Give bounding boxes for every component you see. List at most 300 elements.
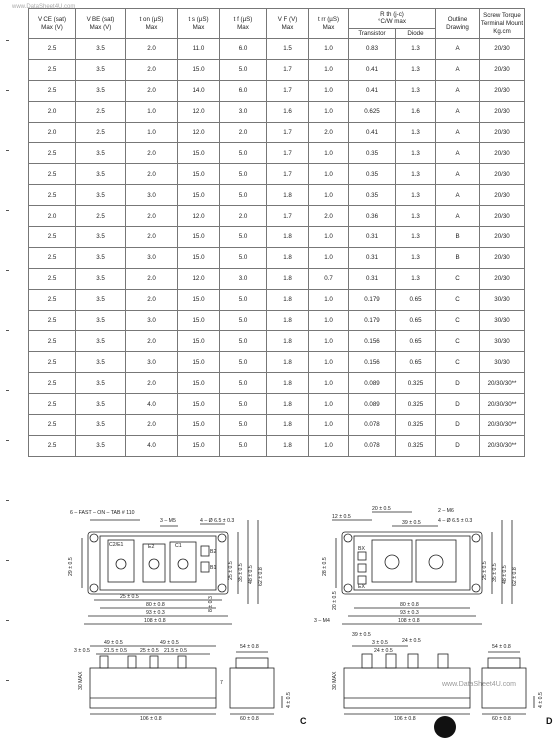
table-cell: 1.0 [309, 331, 349, 352]
table-cell: 2.5 [29, 39, 76, 60]
table-cell: 20/30/30** [480, 373, 525, 394]
table-row [29, 143, 525, 164]
table-cell: 3.5 [76, 373, 126, 394]
specification-table [28, 8, 525, 457]
table-cell: 5.0 [220, 352, 267, 373]
dim-c-49b: 49 ± 0.5 [160, 640, 179, 646]
table-cell: 2.0 [29, 206, 76, 227]
table-cell: 0.7 [309, 268, 349, 289]
table-cell: 3.5 [76, 310, 126, 331]
table-cell: 0.325 [396, 373, 436, 394]
table-cell: 3.5 [76, 39, 126, 60]
table-cell: 20/30 [480, 39, 525, 60]
table-cell: 15.0 [178, 289, 220, 310]
dim-d-60: 60 ± 0.8 [492, 716, 511, 722]
dim-d-28: 28 ± 0.5 [322, 557, 328, 576]
table-cell: 1.3 [396, 206, 436, 227]
table-row [29, 373, 525, 394]
label-m5-screw: 3 – M5 [160, 518, 176, 524]
table-row [29, 435, 525, 456]
table-cell: 15.0 [178, 185, 220, 206]
outline-drawing-c [60, 500, 310, 730]
table-cell: 1.0 [126, 101, 178, 122]
table-cell: 2.5 [29, 185, 76, 206]
table-cell: 1.0 [309, 394, 349, 415]
dim-d-80: 80 ± 0.8 [400, 602, 419, 608]
table-cell: 1.3 [396, 122, 436, 143]
table-cell: 1.8 [267, 415, 309, 436]
table-cell: 0.089 [349, 373, 396, 394]
table-cell: 3.0 [126, 185, 178, 206]
table-cell: 1.0 [309, 39, 349, 60]
table-cell: 2.0 [126, 143, 178, 164]
dim-d-20b: 20 ± 0.5 [332, 591, 338, 610]
table-cell: 2.5 [29, 373, 76, 394]
table-row [29, 247, 525, 268]
label-fast-on-tab: 6 – FAST – ON – TAB # 110 [70, 510, 135, 516]
table-row [29, 268, 525, 289]
table-cell: 3.0 [220, 101, 267, 122]
table-cell: 0.31 [349, 227, 396, 248]
table-cell: 1.3 [396, 143, 436, 164]
table-cell: 0.31 [349, 268, 396, 289]
bullet-mark [434, 716, 456, 738]
table-row [29, 122, 525, 143]
table-cell: 5.0 [220, 247, 267, 268]
table-cell: 15.0 [178, 331, 220, 352]
table-cell: 2.0 [309, 122, 349, 143]
table-cell: C [436, 289, 480, 310]
table-cell: 15.0 [178, 143, 220, 164]
table-cell: 15.0 [178, 373, 220, 394]
table-cell: 15.0 [178, 352, 220, 373]
table-row [29, 185, 525, 206]
table-cell: 6.0 [220, 80, 267, 101]
table-cell: 15.0 [178, 247, 220, 268]
table-cell: 0.35 [349, 185, 396, 206]
dim-c-93: 93 ± 0.3 [146, 610, 165, 616]
table-cell: 30/30 [480, 289, 525, 310]
table-cell: 0.41 [349, 59, 396, 80]
outline-letter-c: C [300, 716, 307, 726]
table-cell: 20/30 [480, 247, 525, 268]
table-cell: 1.0 [309, 185, 349, 206]
table-cell: 20/30 [480, 268, 525, 289]
table-cell: 2.5 [29, 415, 76, 436]
col-outline: Outline Drawing [436, 9, 480, 39]
table-cell: 4.0 [126, 435, 178, 456]
table-cell: 2.5 [29, 268, 76, 289]
dim-c-4: 4 ± 0.5 [286, 692, 292, 708]
table-cell: 1.3 [396, 164, 436, 185]
dim-c-35: 35 ± 0.5 [238, 563, 244, 582]
dim-d-106: 106 ± 0.8 [394, 716, 416, 722]
table-cell: A [436, 164, 480, 185]
watermark-top: www.DataSheet4U.com [12, 4, 76, 10]
label-m6-screw: 2 – M6 [438, 508, 454, 514]
table-cell: 15.0 [178, 435, 220, 456]
terminal-ex: EX [358, 584, 365, 590]
table-row [29, 39, 525, 60]
table-cell: C [436, 268, 480, 289]
table-cell: 2.5 [29, 59, 76, 80]
col-screw: Screw Torque Terminal Mount Kg.cm [480, 9, 525, 39]
table-cell: 5.0 [220, 435, 267, 456]
table-cell: 0.65 [396, 310, 436, 331]
col-vbe: V BE (sat) Max (V) [76, 9, 126, 39]
table-cell: 1.0 [309, 80, 349, 101]
outline-letter-d: D [546, 716, 553, 726]
table-cell: 3.0 [126, 352, 178, 373]
table-row [29, 415, 525, 436]
table-cell: 1.0 [309, 143, 349, 164]
table-cell: 1.7 [267, 164, 309, 185]
table-cell: 5.0 [220, 164, 267, 185]
table-cell: 1.7 [267, 59, 309, 80]
table-cell: 0.65 [396, 352, 436, 373]
table-cell: 3.5 [76, 143, 126, 164]
table-cell: 0.31 [349, 247, 396, 268]
table-cell: 2.5 [29, 227, 76, 248]
table-row [29, 59, 525, 80]
table-cell: 20/30/30** [480, 435, 525, 456]
table-cell: 0.83 [349, 39, 396, 60]
table-cell: 5.0 [220, 394, 267, 415]
table-cell: 2.5 [29, 310, 76, 331]
table-cell: 2.0 [29, 101, 76, 122]
table-cell: 20/30 [480, 227, 525, 248]
table-cell: 1.8 [267, 394, 309, 415]
table-cell: 1.6 [396, 101, 436, 122]
dim-c-7: 7 [220, 680, 223, 686]
table-cell: 1.7 [267, 206, 309, 227]
table-cell: 0.089 [349, 394, 396, 415]
outline-drawing-d [312, 500, 556, 730]
table-cell: 5.0 [220, 227, 267, 248]
table-cell: 2.0 [126, 227, 178, 248]
table-cell: 3.5 [76, 164, 126, 185]
table-cell: 1.0 [309, 373, 349, 394]
table-row [29, 164, 525, 185]
terminal-b1: B1 [210, 565, 217, 571]
dim-d-54: 54 ± 0.8 [492, 644, 511, 650]
table-cell: 3.5 [76, 415, 126, 436]
table-cell: 0.156 [349, 352, 396, 373]
table-cell: 30/30 [480, 331, 525, 352]
table-cell: 3.5 [76, 247, 126, 268]
dim-d-24: 24 ± 0.5 [402, 638, 421, 644]
dim-d-3: 3 ± 0.5 [372, 640, 388, 646]
table-cell: 3.5 [76, 59, 126, 80]
col-rth: R th (j-c) °C/W max Transistor Diode [349, 9, 436, 39]
table-row [29, 289, 525, 310]
table-cell: 3.5 [76, 268, 126, 289]
table-cell: 5.0 [220, 331, 267, 352]
table-cell: A [436, 39, 480, 60]
table-cell: 1.6 [267, 101, 309, 122]
table-cell: D [436, 415, 480, 436]
table-cell: 30/30 [480, 352, 525, 373]
table-cell: 1.0 [309, 59, 349, 80]
table-cell: 1.7 [267, 143, 309, 164]
table-cell: 12.0 [178, 122, 220, 143]
table-cell: 1.0 [309, 310, 349, 331]
table-cell: 5.0 [220, 310, 267, 331]
dim-c-108: 108 ± 0.8 [144, 618, 166, 624]
table-cell: A [436, 185, 480, 206]
dim-c-60: 60 ± 0.8 [240, 716, 259, 722]
table-cell: 15.0 [178, 227, 220, 248]
table-cell: 3.5 [76, 394, 126, 415]
dim-d-30max: 30 MAX [332, 671, 338, 690]
table-cell: 15.0 [178, 415, 220, 436]
table-cell: 12.0 [178, 101, 220, 122]
table-cell: A [436, 122, 480, 143]
table-cell: 2.5 [76, 206, 126, 227]
dim-c-80: 80 ± 0.8 [146, 602, 165, 608]
table-cell: 1.7 [267, 80, 309, 101]
table-cell: 1.7 [267, 122, 309, 143]
table-cell: 3.0 [126, 310, 178, 331]
dim-d-35: 35 ± 0.5 [492, 563, 498, 582]
dim-c-62: 62 ± 0.8 [258, 567, 264, 586]
table-cell: 0.41 [349, 122, 396, 143]
table-cell: 0.65 [396, 331, 436, 352]
table-cell: 20/30 [480, 164, 525, 185]
table-cell: 3.0 [126, 247, 178, 268]
table-cell: 20/30 [480, 101, 525, 122]
table-cell: 2.0 [126, 80, 178, 101]
table-cell: 2.0 [126, 373, 178, 394]
table-cell: 3.5 [76, 331, 126, 352]
dim-c-8: 8 ± 0.3 [208, 596, 214, 612]
table-cell: 1.8 [267, 247, 309, 268]
col-tf: t f (µS) Max [220, 9, 267, 39]
dim-c-48: 48 ± 0.5 [248, 565, 254, 584]
table-cell: 2.0 [126, 289, 178, 310]
dim-d-48: 48 ± 0.5 [502, 565, 508, 584]
table-cell: 2.0 [220, 206, 267, 227]
table-cell: D [436, 373, 480, 394]
table-cell: 1.0 [309, 289, 349, 310]
table-cell: 1.3 [396, 39, 436, 60]
table-cell: 2.0 [220, 122, 267, 143]
table-cell: 3.5 [76, 289, 126, 310]
table-cell: 2.0 [126, 206, 178, 227]
table-cell: 1.8 [267, 268, 309, 289]
table-cell: 3.5 [76, 80, 126, 101]
table-cell: 0.65 [396, 289, 436, 310]
dim-c-30max: 30 MAX [78, 671, 84, 690]
table-cell: 30/30 [480, 310, 525, 331]
table-cell: 2.5 [29, 247, 76, 268]
table-cell: 3.5 [76, 435, 126, 456]
table-cell: 6.0 [220, 39, 267, 60]
table-cell: 2.5 [29, 394, 76, 415]
table-cell: 0.35 [349, 164, 396, 185]
table-cell: 0.36 [349, 206, 396, 227]
table-cell: 2.0 [126, 268, 178, 289]
table-cell: 1.8 [267, 352, 309, 373]
table-cell: 1.3 [396, 268, 436, 289]
label-mount-hole-d: 4 – Ø 6.5 ± 0.3 [438, 518, 473, 524]
table-row [29, 352, 525, 373]
table-cell: 2.5 [29, 352, 76, 373]
table-cell: 0.325 [396, 394, 436, 415]
table-cell: 12.0 [178, 206, 220, 227]
table-cell: 2.0 [309, 206, 349, 227]
table-cell: 1.8 [267, 331, 309, 352]
table-cell: 2.5 [29, 143, 76, 164]
dim-c-49a: 49 ± 0.5 [104, 640, 123, 646]
table-cell: 20/30 [480, 80, 525, 101]
table-cell: 20/30 [480, 185, 525, 206]
table-cell: 15.0 [178, 59, 220, 80]
table-cell: 2.0 [29, 122, 76, 143]
table-cell: 1.0 [309, 415, 349, 436]
dim-d-25: 25 ± 0.5 [482, 561, 488, 580]
table-cell: 0.35 [349, 143, 396, 164]
table-row [29, 101, 525, 122]
label-mount-hole-c: 4 – Ø 6.5 ± 0.3 [200, 518, 235, 524]
table-cell: 0.41 [349, 80, 396, 101]
dim-c-54: 54 ± 0.8 [240, 644, 259, 650]
col-vf: V F (V) Max [267, 9, 309, 39]
col-ts: t s (µS) Max [178, 9, 220, 39]
table-cell: 14.0 [178, 80, 220, 101]
table-cell: 5.0 [220, 59, 267, 80]
table-cell: 3.5 [76, 352, 126, 373]
col-vce: V CE (sat) Max (V) [29, 9, 76, 39]
table-cell: 5.0 [220, 373, 267, 394]
table-cell: 12.0 [178, 268, 220, 289]
table-cell: 15.0 [178, 164, 220, 185]
table-header-row [29, 9, 525, 39]
table-cell: 2.0 [126, 164, 178, 185]
dim-d-24b: 24 ± 0.5 [374, 648, 393, 654]
table-cell: 0.078 [349, 415, 396, 436]
watermark-bottom: www.DataSheet4U.com [442, 681, 516, 688]
table-cell: 5.0 [220, 289, 267, 310]
terminal-bx: BX [358, 546, 365, 552]
table-row [29, 331, 525, 352]
table-cell: 1.3 [396, 185, 436, 206]
table-cell: 2.0 [126, 39, 178, 60]
table-cell: 1.3 [396, 227, 436, 248]
dim-c-25b: 25 ± 0.5 [120, 594, 139, 600]
table-cell: 20/30 [480, 59, 525, 80]
table-cell: 0.179 [349, 310, 396, 331]
table-cell: 1.3 [396, 247, 436, 268]
table-cell: B [436, 247, 480, 268]
table-cell: 1.8 [267, 289, 309, 310]
dim-c-106: 106 ± 0.8 [140, 716, 162, 722]
table-cell: 2.5 [29, 331, 76, 352]
table-row [29, 80, 525, 101]
table-cell: 0.325 [396, 415, 436, 436]
table-cell: C [436, 310, 480, 331]
table-cell: 1.0 [126, 122, 178, 143]
table-cell: A [436, 206, 480, 227]
table-cell: 1.0 [309, 352, 349, 373]
terminal-c1: C1 [175, 543, 182, 549]
table-cell: 1.0 [309, 247, 349, 268]
table-row [29, 206, 525, 227]
table-cell: 1.3 [396, 80, 436, 101]
table-cell: 20/30 [480, 206, 525, 227]
table-cell: 2.5 [76, 122, 126, 143]
table-cell: 0.078 [349, 435, 396, 456]
table-cell: 2.5 [29, 435, 76, 456]
table-cell: 0.156 [349, 331, 396, 352]
dim-d-20: 20 ± 0.5 [372, 506, 391, 512]
table-body [29, 39, 525, 457]
table-cell: 3.5 [76, 185, 126, 206]
table-cell: 1.8 [267, 373, 309, 394]
table-cell: 2.5 [29, 80, 76, 101]
table-cell: 1.0 [309, 164, 349, 185]
dim-c-29: 29 ± 0.5 [68, 557, 74, 576]
terminal-b2: B2 [210, 549, 217, 555]
dim-d-39: 39 ± 0.5 [402, 520, 421, 526]
table-cell: A [436, 59, 480, 80]
table-cell: A [436, 143, 480, 164]
table-cell: 2.5 [29, 164, 76, 185]
dim-d-93: 93 ± 0.3 [400, 610, 419, 616]
table-cell: C [436, 331, 480, 352]
table-row [29, 394, 525, 415]
table-cell: C [436, 352, 480, 373]
table-cell: 2.0 [126, 331, 178, 352]
table-cell: A [436, 101, 480, 122]
table-cell: A [436, 80, 480, 101]
table-cell: 2.5 [29, 289, 76, 310]
table-cell: 1.5 [267, 39, 309, 60]
table-cell: 3.5 [76, 227, 126, 248]
label-m4-screw: 3 – M4 [314, 618, 330, 624]
table-cell: 2.0 [126, 59, 178, 80]
table-cell: D [436, 394, 480, 415]
dim-c-21b: 21.5 ± 0.5 [164, 648, 188, 654]
dim-c-3: 3 ± 0.5 [74, 648, 90, 654]
dim-c-21a: 21.5 ± 0.5 [104, 648, 128, 654]
terminal-c2e1: C2/E1 [109, 542, 124, 548]
table-row [29, 310, 525, 331]
table-cell: 5.0 [220, 185, 267, 206]
table-cell: 15.0 [178, 310, 220, 331]
table-cell: 4.0 [126, 394, 178, 415]
terminal-e2: E2 [148, 544, 155, 550]
col-ton: t on (µS) Max [126, 9, 178, 39]
table-cell: 1.8 [267, 185, 309, 206]
dim-d-108: 108 ± 0.8 [398, 618, 420, 624]
table-cell: 0.625 [349, 101, 396, 122]
table-cell: 1.8 [267, 227, 309, 248]
table-cell: 1.3 [396, 59, 436, 80]
table-cell: 1.8 [267, 435, 309, 456]
dim-d-39b: 39 ± 0.5 [352, 632, 371, 638]
table-cell: 0.179 [349, 289, 396, 310]
table-cell: 1.0 [309, 435, 349, 456]
table-cell: 20/30 [480, 143, 525, 164]
table-cell: 20/30/30** [480, 394, 525, 415]
table-cell: 11.0 [178, 39, 220, 60]
dim-d-4: 4 ± 0.5 [538, 692, 544, 708]
table-row [29, 227, 525, 248]
dim-d-12: 12 ± 0.5 [332, 514, 351, 520]
table-cell: D [436, 435, 480, 456]
table-cell: 15.0 [178, 394, 220, 415]
